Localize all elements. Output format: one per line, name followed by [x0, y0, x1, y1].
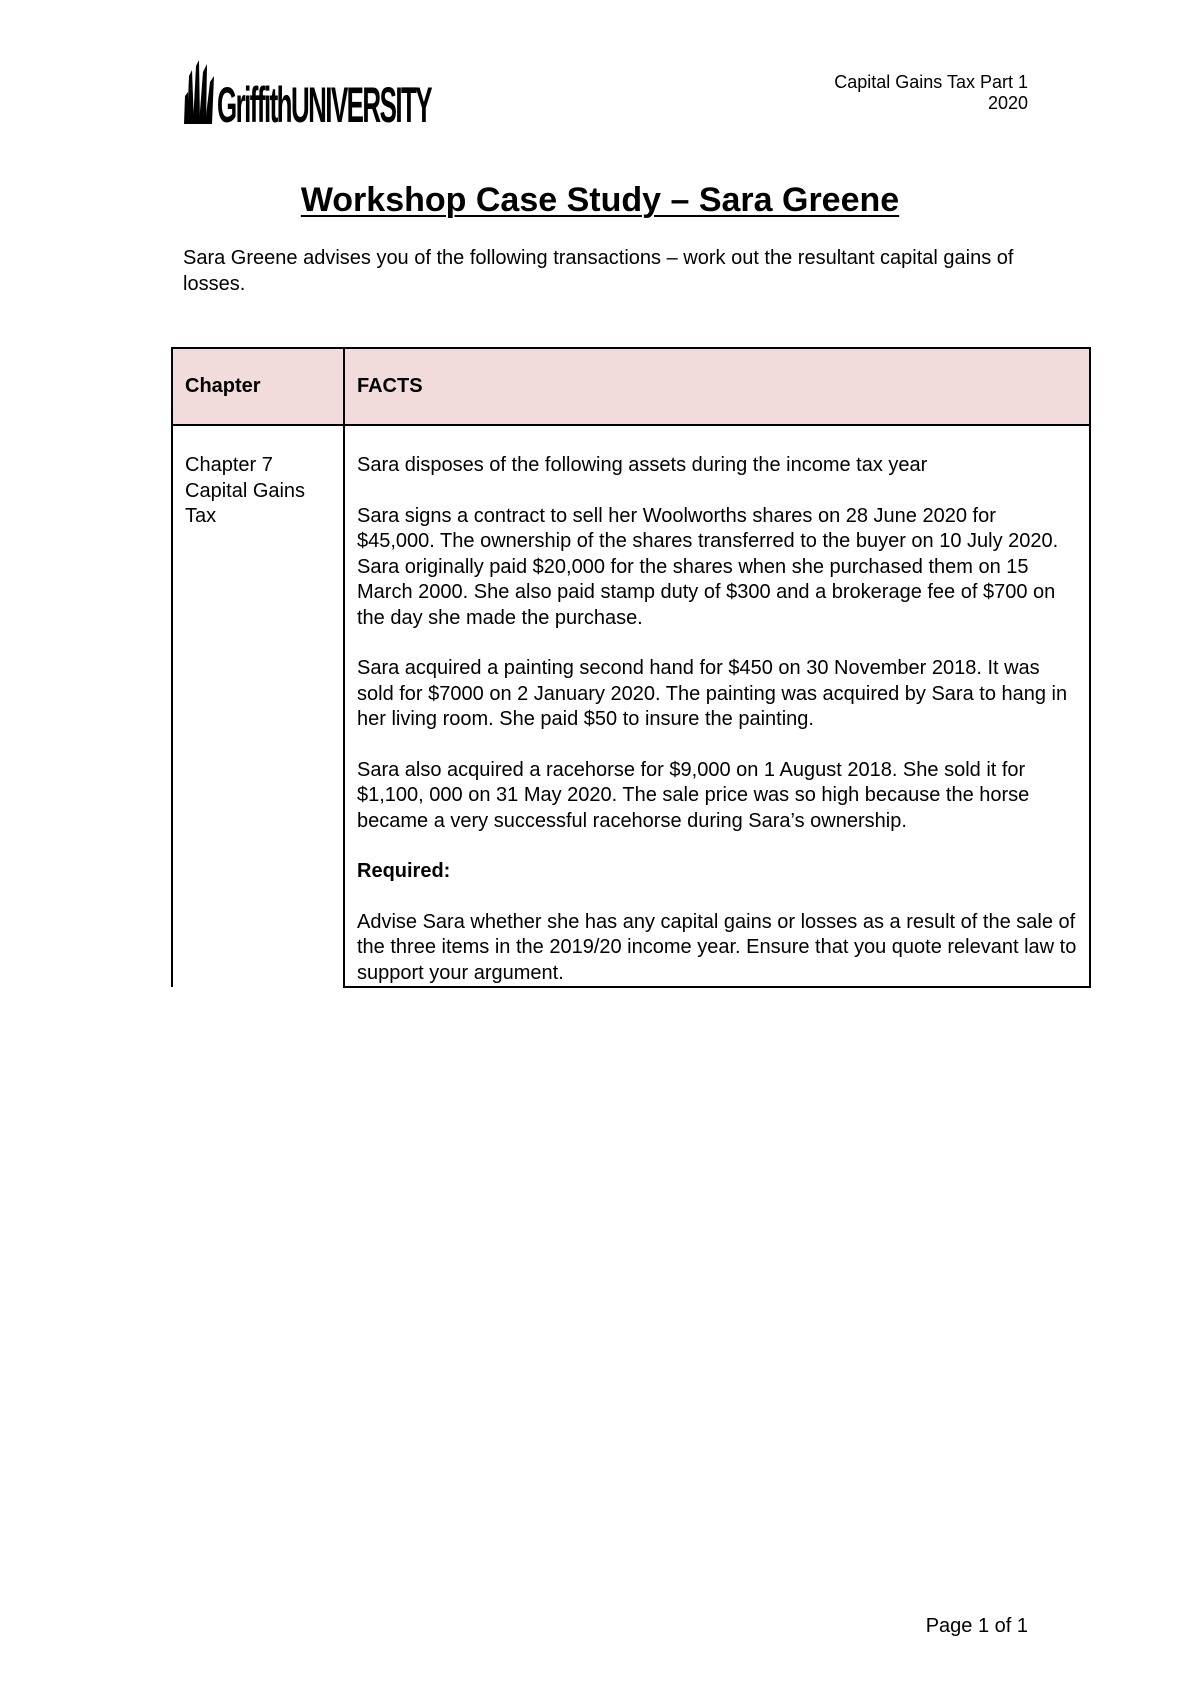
- course-title: Capital Gains Tax Part 1: [834, 72, 1028, 92]
- column-header-facts: FACTS: [344, 348, 1090, 425]
- facts-racehorse: Sara also acquired a racehorse for $9,000 on 1 August 2018. She sold it for $1,100, 000 on 31 May 2020. The sale price was so high because the horse became a very successful racehorse during Sara’s ownership.: [357, 758, 1030, 832]
- course-year: 2020: [987, 93, 1028, 113]
- facts-painting: Sara acquired a painting second hand for $450 on 30 November 2018. It was sold for $7000 on 2 January 2020. The painting was acquired by Sara to hang in her living room. She paid $50 to insure the painting.: [357, 657, 1068, 730]
- required-heading: Required:: [357, 860, 451, 882]
- facts-shares: Sara signs a contract to sell her Woolworths shares on 28 June 2020 for $45,000. The ownership of the shares transferred to the buyer on 10 July 2020. Sara originally paid $20,000 for the shares when she purchased them on 15 March 2000. She also paid stamp duty of $300 and a brokerage fee of $700 on the day she made the purchase.: [357, 504, 1059, 629]
- page-title: Workshop Case Study – Sara Greene: [300, 181, 900, 219]
- column-header-chapter: Chapter: [172, 348, 344, 425]
- facts-intro: Sara disposes of the following assets during the income tax year: [357, 454, 928, 476]
- logo-wordmark: GriffithUNIVERSITY: [217, 77, 433, 133]
- document-header-info: [834, 72, 1028, 114]
- facts-cell: [344, 425, 1090, 987]
- table-row: [172, 425, 1090, 987]
- page-number: Page 1 of 1: [925, 1615, 1028, 1637]
- intro-paragraph: Sara Greene advises you of the following transactions – work out the resultant capital gains of losses.: [183, 247, 1014, 295]
- chapter-cell: Chapter 7 Capital Gains Tax: [172, 425, 344, 987]
- case-study-table: [171, 347, 1091, 988]
- required-question: Advise Sara whether she has any capital gains or losses as a result of the sale of the three items in the 2019/20 income year. Ensure that you quote relevant law to support your argument.: [357, 910, 1077, 984]
- logo-emblem-icon: [184, 60, 214, 124]
- griffith-university-logo: [183, 56, 433, 133]
- table-header-row: [172, 348, 1090, 425]
